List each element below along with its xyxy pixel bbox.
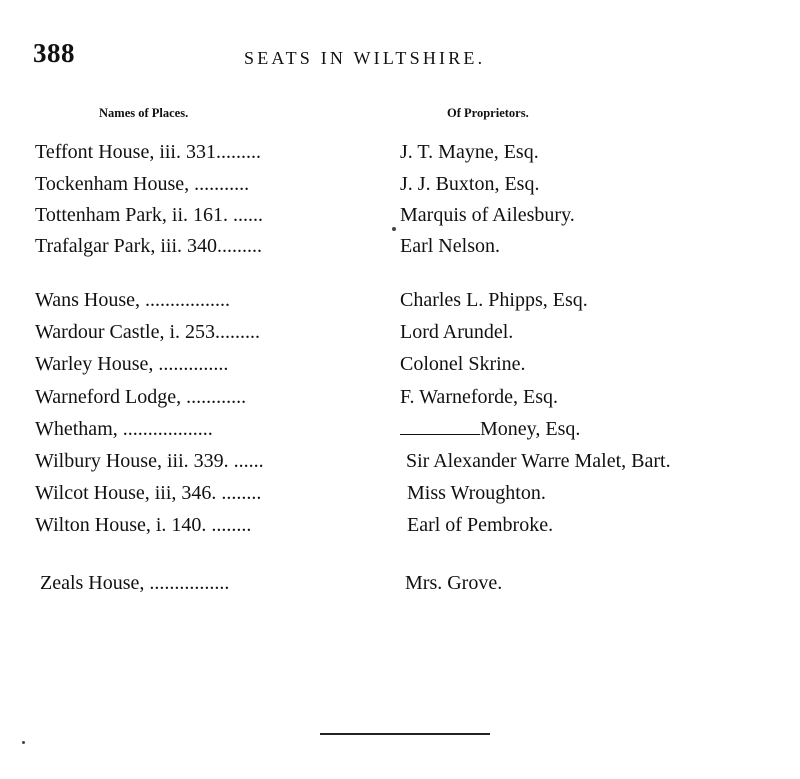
column-header-places: Names of Places. [99, 106, 189, 120]
place-name: Tottenham Park, ii. 161. ...... [35, 204, 264, 226]
list-item [35, 417, 580, 441]
place-name: Warneford Lodge, ............ [35, 386, 247, 408]
list-item [35, 234, 500, 258]
place-name: Wilcot House, iii, 346. ........ [35, 482, 262, 504]
proprietor-name: J. T. Mayne, Esq. [400, 141, 539, 163]
list-item [35, 449, 671, 473]
blank-name-dash [400, 434, 480, 435]
proprietor-name: Sir Alexander Warre Malet, Bart. [406, 450, 671, 472]
proprietor-name: Miss Wroughton. [407, 482, 546, 504]
list-item [35, 513, 553, 537]
list-item [35, 172, 539, 196]
proprietor-name: F. Warneforde, Esq. [400, 386, 559, 408]
list-item [35, 288, 588, 312]
place-name: Wilton House, i. 140. ........ [35, 514, 252, 536]
proprietor-name: Earl Nelson. [400, 235, 500, 257]
closing-rule [320, 733, 490, 735]
place-name: Teffont House, iii. 331......... [35, 141, 261, 163]
proprietor-name: Lord Arundel. [400, 321, 514, 343]
list-item [40, 571, 502, 595]
ink-speck [22, 741, 25, 744]
list-item [35, 140, 539, 164]
proprietor-name: Colonel Skrine. [400, 353, 526, 375]
place-name: Warley House, .............. [35, 353, 229, 375]
page-title: SEATS IN WILTSHIRE. [244, 48, 486, 68]
list-item [35, 320, 513, 344]
list-item [35, 385, 558, 409]
ink-speck [392, 227, 396, 231]
proprietor-name: Charles L. Phipps, Esq. [400, 289, 588, 311]
proprietor-name: Earl of Pembroke. [407, 514, 554, 536]
place-name: Wardour Castle, i. 253......... [35, 321, 261, 343]
place-name: Tockenham House, ........... [35, 173, 250, 195]
place-name: Whetham, .................. [35, 418, 213, 440]
column-header-proprietors: Of Proprietors. [447, 106, 529, 120]
list-item [35, 352, 526, 376]
proprietor-name: J. J. Buxton, Esq. [400, 173, 540, 195]
place-name: Wans House, ................. [35, 289, 231, 311]
proprietor-name: Mrs. Grove. [405, 572, 503, 594]
place-name: Wilbury House, iii. 339. ...... [35, 450, 264, 472]
proprietor-name: Money, Esq. [480, 418, 581, 440]
list-item [35, 203, 575, 227]
proprietor-name: Marquis of Ailesbury. [400, 204, 575, 226]
list-item [35, 481, 546, 505]
page-number: 388 [33, 38, 75, 68]
place-name: Zeals House, ................ [40, 572, 230, 594]
place-name: Trafalgar Park, iii. 340......... [35, 235, 263, 257]
